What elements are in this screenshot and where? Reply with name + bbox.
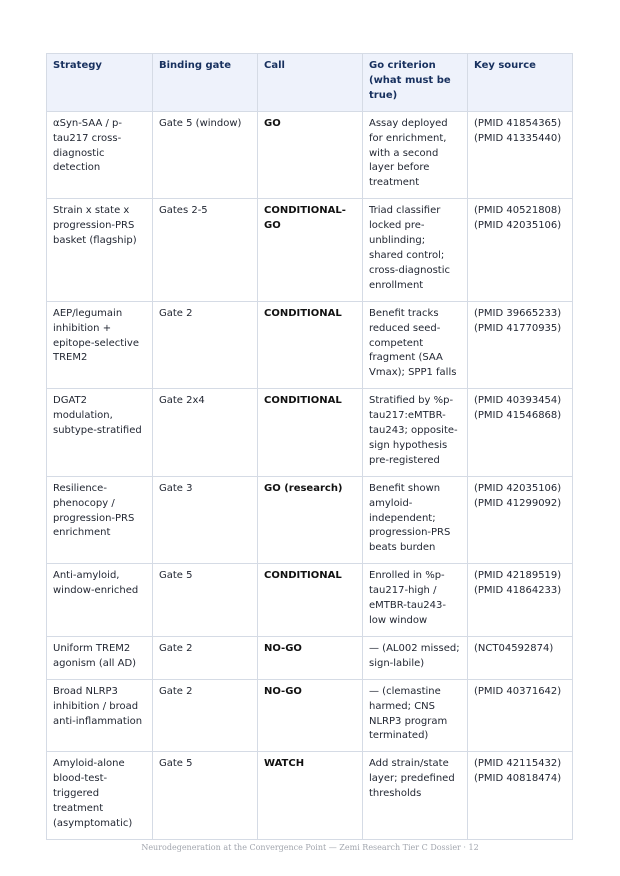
cell-go-criterion: Enrolled in %p-tau217-high / eMTBR-tau243-low window [363, 564, 468, 637]
cell-binding-gate: Gate 5 [153, 752, 258, 840]
table-row [47, 389, 573, 477]
cell-binding-gate: Gate 2 [153, 301, 258, 389]
cell-strategy: Resilience-phenocopy / progression-PRS enrichment [47, 476, 153, 564]
cell-call: CONDITIONAL-GO [258, 199, 363, 301]
table-row [47, 111, 573, 199]
cell-key-source: (PMID 42189519) (PMID 41864233) [468, 564, 573, 637]
cell-call: NO-GO [258, 636, 363, 679]
cell-call: CONDITIONAL [258, 389, 363, 477]
cell-key-source: (PMID 40371642) [468, 679, 573, 752]
cell-key-source: (PMID 39665233) (PMID 41770935) [468, 301, 573, 389]
table-row [47, 679, 573, 752]
cell-strategy: AEP/legumain inhibition + epitope-selective TREM2 [47, 301, 153, 389]
cell-binding-gate: Gate 3 [153, 476, 258, 564]
header-binding-gate: Binding gate [153, 54, 258, 112]
cell-key-source: (PMID 40521808) (PMID 42035106) [468, 199, 573, 301]
cell-go-criterion: Benefit tracks reduced seed-competent fragment (SAA Vmax); SPP1 falls [363, 301, 468, 389]
cell-strategy: Broad NLRP3 inhibition / broad anti-inflammation [47, 679, 153, 752]
strategy-table [46, 53, 573, 840]
cell-strategy: Anti-amyloid, window-enriched [47, 564, 153, 637]
cell-go-criterion: Assay deployed for enrichment, with a second layer before treatment [363, 111, 468, 199]
cell-strategy: αSyn-SAA / p-tau217 cross-diagnostic detection [47, 111, 153, 199]
header-strategy: Strategy [47, 54, 153, 112]
table-row [47, 636, 573, 679]
cell-call: CONDITIONAL [258, 301, 363, 389]
page-footer: Neurodegeneration at the Convergence Point — Zemi Research Tier C Dossier · 12 [141, 843, 479, 852]
cell-strategy: Strain x state x progression-PRS basket (flagship) [47, 199, 153, 301]
cell-call: WATCH [258, 752, 363, 840]
cell-key-source: (PMID 40393454) (PMID 41546868) [468, 389, 573, 477]
header-go-criterion: Go criterion (what must be true) [363, 54, 468, 112]
cell-call: GO [258, 111, 363, 199]
table-row [47, 199, 573, 301]
table-header [47, 54, 573, 112]
table-body [47, 111, 573, 839]
cell-key-source: (PMID 41854365) (PMID 41335440) [468, 111, 573, 199]
cell-key-source: (PMID 42035106) (PMID 41299092) [468, 476, 573, 564]
cell-call: CONDITIONAL [258, 564, 363, 637]
table-row [47, 564, 573, 637]
cell-go-criterion: Benefit shown amyloid-independent; progression-PRS beats burden [363, 476, 468, 564]
cell-binding-gate: Gate 2x4 [153, 389, 258, 477]
cell-go-criterion: Add strain/state layer; predefined thresholds [363, 752, 468, 840]
cell-call: GO (research) [258, 476, 363, 564]
cell-binding-gate: Gate 5 (window) [153, 111, 258, 199]
header-call: Call [258, 54, 363, 112]
cell-strategy: DGAT2 modulation, subtype-stratified [47, 389, 153, 477]
header-key-source: Key source [468, 54, 573, 112]
cell-key-source: (PMID 42115432) (PMID 40818474) [468, 752, 573, 840]
table-row [47, 752, 573, 840]
cell-strategy: Amyloid-alone blood-test-triggered treatment (asymptomatic) [47, 752, 153, 840]
cell-binding-gate: Gate 2 [153, 679, 258, 752]
cell-binding-gate: Gates 2-5 [153, 199, 258, 301]
cell-key-source: (NCT04592874) [468, 636, 573, 679]
header-row [47, 54, 573, 112]
table-row [47, 476, 573, 564]
cell-go-criterion: — (clemastine harmed; CNS NLRP3 program terminated) [363, 679, 468, 752]
cell-call: NO-GO [258, 679, 363, 752]
cell-binding-gate: Gate 2 [153, 636, 258, 679]
cell-strategy: Uniform TREM2 agonism (all AD) [47, 636, 153, 679]
cell-go-criterion: Triad classifier locked pre-unblinding; shared control; cross-diagnostic enrollment [363, 199, 468, 301]
cell-go-criterion: Stratified by %p-tau217:eMTBR-tau243; opposite-sign hypothesis pre-registered [363, 389, 468, 477]
table-row [47, 301, 573, 389]
cell-binding-gate: Gate 5 [153, 564, 258, 637]
cell-go-criterion: — (AL002 missed; sign-labile) [363, 636, 468, 679]
